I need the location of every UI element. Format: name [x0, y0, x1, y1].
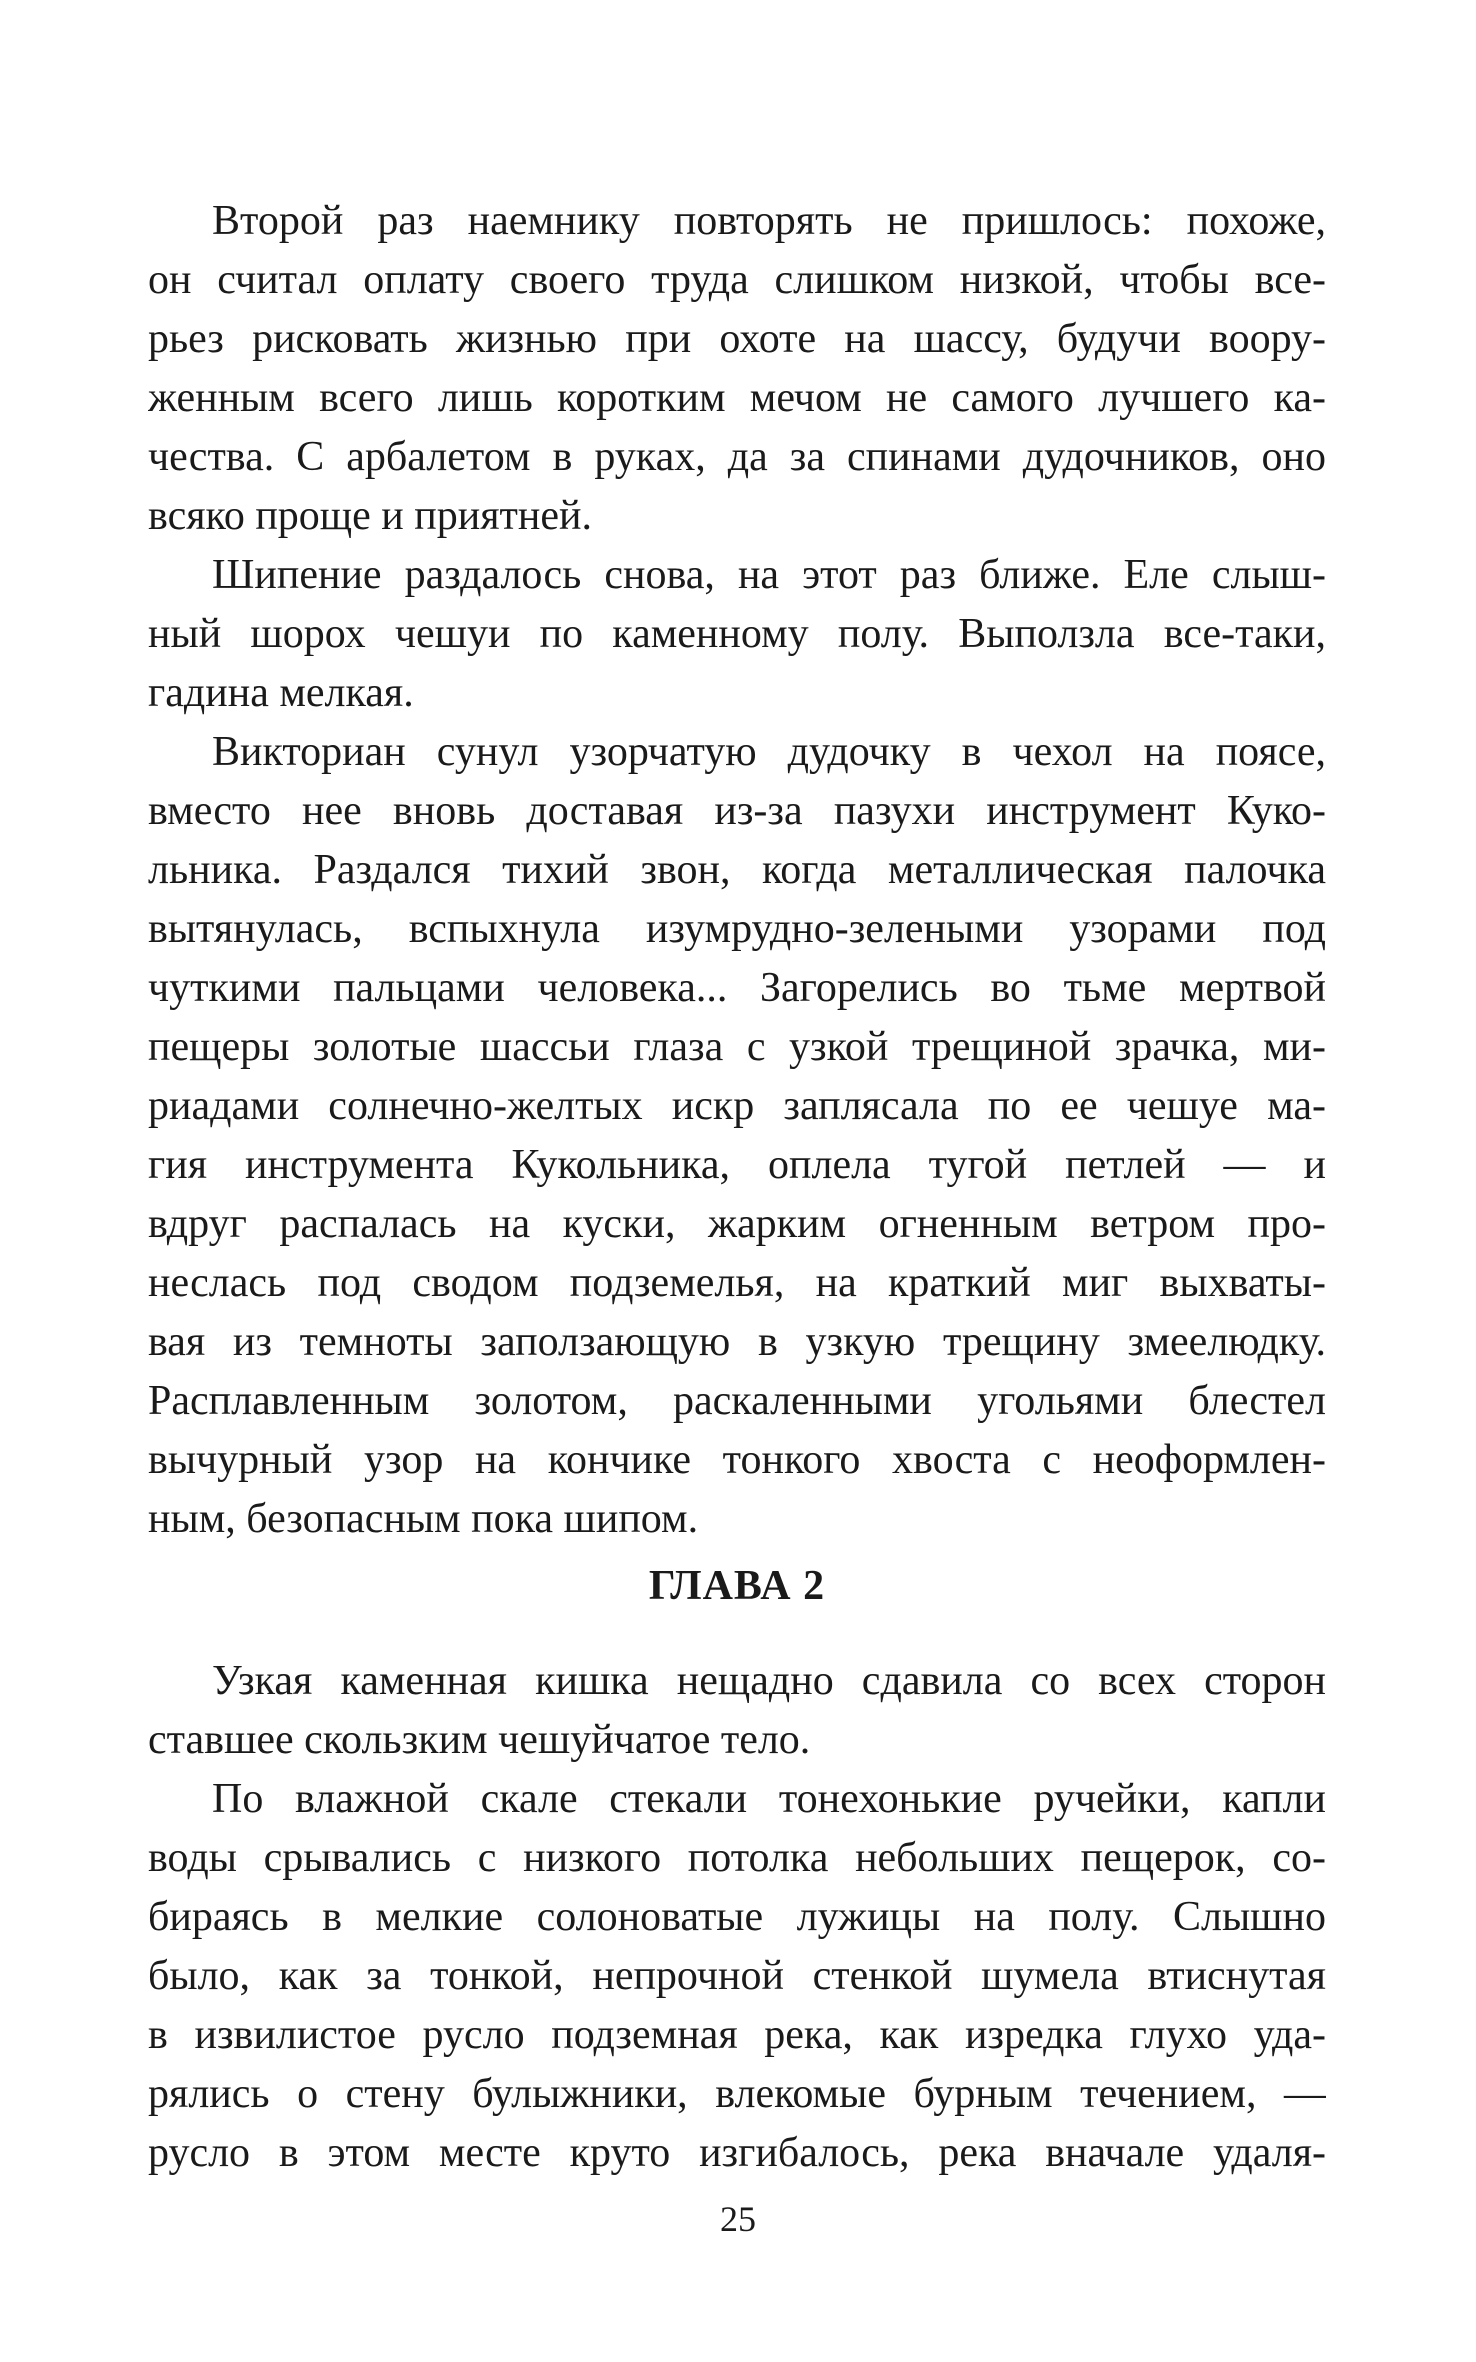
text-line: гадина мелкая.: [148, 670, 414, 716]
text-line: По влажной скале стекали тонехонькие ручейки, капли: [212, 1776, 1326, 1822]
text-line: рялись о стену булыжники, влекомые бурным течением, —: [148, 2071, 1326, 2117]
text-line: Шипение раздалось снова, на этот раз ближе. Еле слыш-: [212, 552, 1326, 598]
text-line: воды срывались с низкого потолка небольших пещерок, со-: [148, 1835, 1326, 1881]
text-line: в извилистое русло подземная река, как изредка глухо уда-: [148, 2012, 1326, 2058]
text-line: ставшее скользким чешуйчатое тело.: [148, 1717, 811, 1763]
text-line: Узкая каменная кишка нещадно сдавила со всех сторон: [212, 1658, 1326, 1704]
page-number: 25: [720, 2199, 756, 2239]
text-line: льника. Раздался тихий звон, когда металлическая палочка: [148, 847, 1326, 893]
text-line: чуткими пальцами человека... Загорелись во тьме мертвой: [148, 965, 1326, 1011]
text-block-after-chapter: [148, 1652, 1326, 2183]
text-line: Викториан сунул узорчатую дудочку в чехол на поясе,: [212, 729, 1326, 775]
text-line: гия инструмента Кукольника, оплела тугой петлей — и: [148, 1142, 1326, 1188]
chapter-heading: ГЛАВА 2: [648, 1563, 826, 1609]
text-line: русло в этом месте круто изгибалось, река вначале удаля-: [148, 2130, 1326, 2176]
text-line: чества. С арбалетом в руках, да за спинами дудочников, оно: [148, 434, 1326, 480]
text-line: Второй раз наемнику повторять не пришлось: похоже,: [212, 198, 1326, 244]
text-line: вычурный узор на кончике тонкого хвоста с неоформлен-: [148, 1437, 1326, 1483]
text-line: неслась под сводом подземелья, на краткий миг выхваты-: [148, 1260, 1326, 1306]
text-line: вдруг распалась на куски, жарким огненным ветром про-: [148, 1201, 1326, 1247]
text-line: пещеры золотые шассьи глаза с узкой трещиной зрачка, ми-: [148, 1024, 1326, 1070]
text-line: было, как за тонкой, непрочной стенкой шумела втиснутая: [148, 1953, 1326, 1999]
text-line: он считал оплату своего труда слишком низкой, чтобы все-: [148, 257, 1326, 303]
text-block-before-chapter: [148, 192, 1326, 1549]
text-line: ным, безопасным пока шипом.: [148, 1496, 699, 1542]
text-line: вытянулась, вспыхнула изумрудно-зелеными узорами под: [148, 906, 1326, 952]
text-line: вместо нее вновь доставая из-за пазухи инструмент Куко-: [148, 788, 1326, 834]
text-line: бираясь в мелкие солоноватые лужицы на полу. Слышно: [148, 1894, 1326, 1940]
text-line: рьез рисковать жизнью при охоте на шассу, будучи воору-: [148, 316, 1326, 362]
text-line: риадами солнечно-желтых искр заплясала по ее чешуе ма-: [148, 1083, 1326, 1129]
text-line: вая из темноты заползающую в узкую трещину змеелюдку.: [148, 1319, 1326, 1365]
text-line: ный шорох чешуи по каменному полу. Выползла все-таки,: [148, 611, 1326, 657]
text-line: всяко проще и приятней.: [148, 493, 592, 539]
text-line: Расплавленным золотом, раскаленными угольями блестел: [148, 1378, 1326, 1424]
text-line: женным всего лишь коротким мечом не самого лучшего ка-: [148, 375, 1326, 421]
